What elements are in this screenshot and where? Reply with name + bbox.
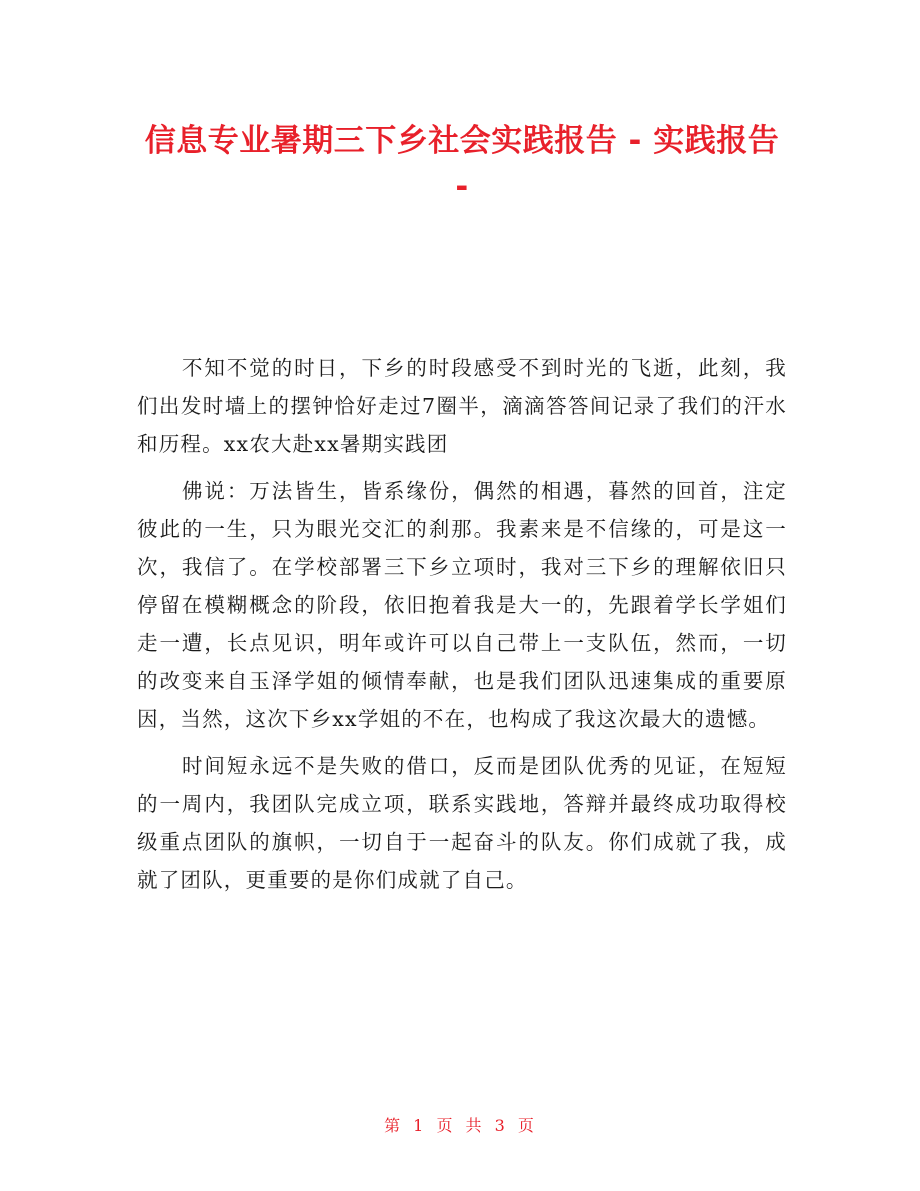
paragraph-3: 时间短永远不是失败的借口，反而是团队优秀的见证，在短短的一周内，我团队完成立项，联系实践地，答辩并最终成功取得校级重点团队的旗帜，一切自于一起奋斗的队友。你们成就了我，成就了团队，更重要的是你们成就了自己。 bbox=[137, 754, 787, 892]
document-title: 信息专业暑期三下乡社会实践报告 - 实践报告 - bbox=[144, 123, 780, 205]
page-number-footer: 第 1 页 共 3 页 bbox=[384, 1116, 536, 1135]
paragraph-1: 不知不觉的时日，下乡的时段感受不到时光的飞逝，此刻，我们出发时墙上的摆钟恰好走过7圈半，滴滴答答间记录了我们的汗水和历程。xx农大赴xx暑期实践团 bbox=[137, 356, 787, 456]
paragraph-2: 佛说：万法皆生，皆系缘份，偶然的相遇，暮然的回首，注定彼此的一生，只为眼光交汇的刹那。我素来是不信缘的，可是这一次，我信了。在学校部署三下乡立项时，我对三下乡的理解依旧只停留在模糊概念的阶段，依旧抱着我是大一的，先跟着学长学姐们走一遭，长点见识，明年或许可以自己带上一支队伍，然而，一切的改变来自玉泽学姐的倾情奉献，也是我们团队迅速集成的重要原因，当然，这次下乡xx学姐的不在，也构成了我这次最大的遗憾。 bbox=[137, 479, 787, 731]
document-body bbox=[137, 349, 787, 908]
